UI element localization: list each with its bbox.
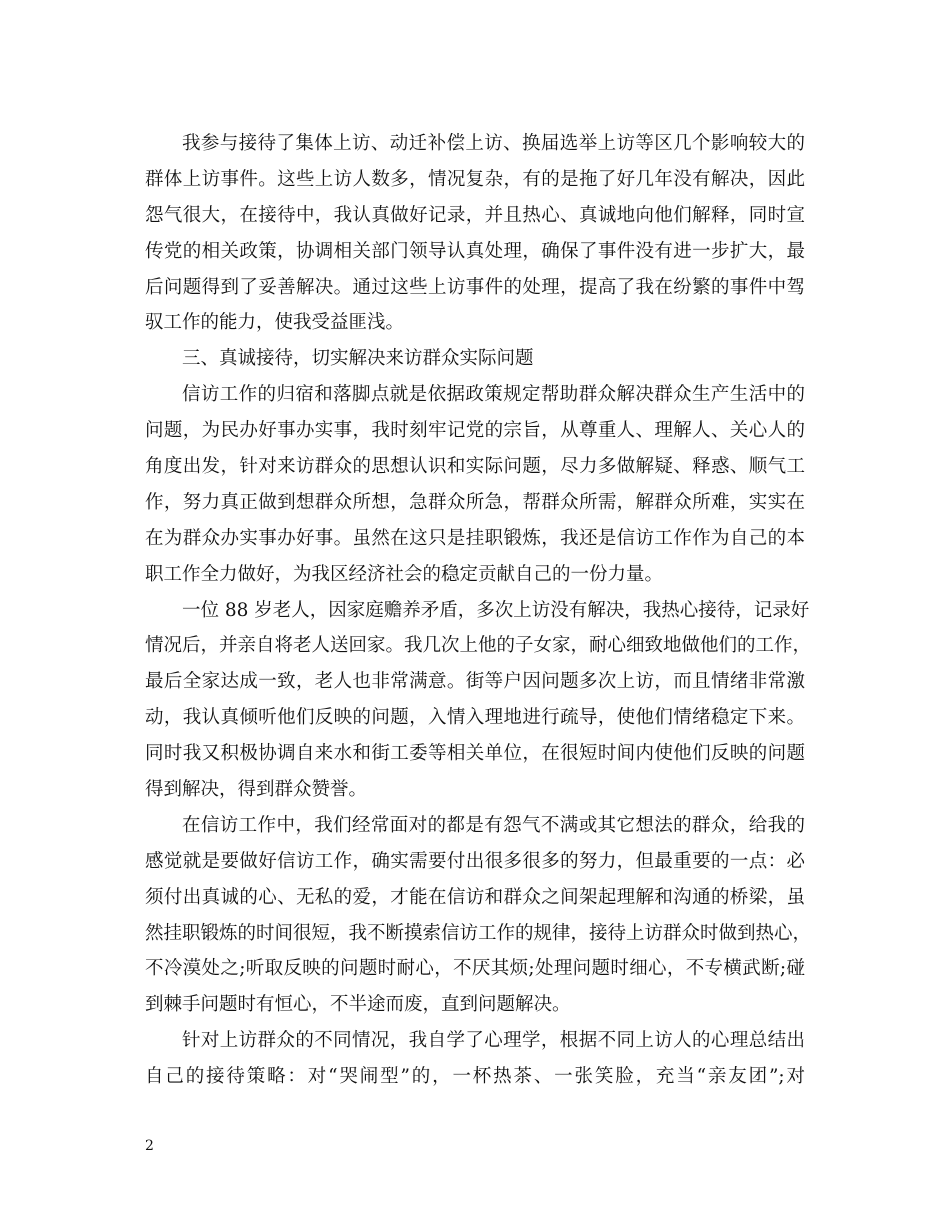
text-line: 动，我认真倾听他们反映的问题，入情入理地进行疏导，使他们情绪稳定下来。 (145, 707, 805, 729)
text-line: 驭工作的能力，使我受益匪浅。 (145, 312, 405, 334)
text-line: 在为群众办实事办好事。虽然在这只是挂职锻炼，我还是信访工作作为自己的本 (145, 527, 805, 549)
text-line: 到棘手问题时有恒心，不半途而废，直到问题解决。 (145, 994, 571, 1016)
text-line: 职工作全力做好，为我区经济社会的稳定贡献自己的一份力量。 (145, 563, 664, 585)
text-line: 然挂职锻炼的时间很短，我不断摸索信访工作的规律，接待上访群众时做到热心， (145, 922, 812, 944)
page-number: 2 (145, 1138, 154, 1154)
text-line: 传党的相关政策，协调相关部门领导认真处理，确保了事件没有进一步扩大，最 (145, 240, 805, 262)
text-line: 同时我又积极协调自来水和街工委等相关单位，在很短时间内使他们反映的问题 (145, 743, 805, 765)
text-line: 群体上访事件。这些上访人数多，情况复杂，有的是拖了好几年没有解决，因此 (145, 168, 805, 190)
text-line: 信访工作的归宿和落脚点就是依据政策规定帮助群众解决群众生产生活中的 (182, 384, 805, 406)
text-line: 不冷漠处之;听取反映的问题时耐心，不厌其烦;处理问题时细心，不专横武断;碰 (145, 958, 805, 980)
body-text (145, 126, 812, 1095)
text-line: 角度出发，针对来访群众的思想认识和实际问题，尽力多做解疑、释惑、顺气工 (145, 456, 805, 478)
text-line: 问题，为民办好事办实事，我时刻牢记党的宗旨，从尊重人、理解人、关心人的 (145, 420, 805, 442)
text-line: 针对上访群众的不同情况，我自学了心理学，根据不同上访人的心理总结出 (182, 1030, 805, 1052)
text-line: 在信访工作中，我们经常面对的都是有怨气不满或其它想法的群众，给我的 (182, 814, 805, 836)
text-line: 后问题得到了妥善解决。通过这些上访事件的处理，提高了我在纷繁的事件中驾 (145, 276, 805, 298)
text-line: 我参与接待了集体上访、动迁补偿上访、换届选举上访等区几个影响较大的 (182, 133, 805, 154)
text-line: 一位 88 岁老人，因家庭赡养矛盾，多次上访没有解决，我热心接待，记录好 (182, 599, 810, 621)
text-line: 怨气很大，在接待中，我认真做好记录，并且热心、真诚地向他们解释，同时宣 (145, 204, 805, 226)
text-line: 得到解决，得到群众赞誉。 (145, 779, 368, 801)
text-line: 自己的接待策略：对“哭闹型”的，一杯热茶、一张笑脸，充当“亲友团”;对 (145, 1066, 805, 1088)
text-line: 情况后，并亲自将老人送回家。我几次上他的子女家，耐心细致地做他们的工作， (145, 635, 812, 657)
text-line: 三、真诚接待，切实解决来访群众实际问题 (182, 348, 534, 370)
text-line: 感觉就是要做好信访工作，确实需要付出很多很多的努力，但最重要的一点：必 (145, 850, 805, 872)
text-line: 作，努力真正做到想群众所想，急群众所急，帮群众所需，解群众所难，实实在 (145, 491, 805, 513)
text-line: 须付出真诚的心、无私的爱，才能在信访和群众之间架起理解和沟通的桥梁，虽 (145, 886, 805, 908)
text-line: 最后全家达成一致，老人也非常满意。街等户因问题多次上访，而且情绪非常激 (145, 671, 805, 693)
